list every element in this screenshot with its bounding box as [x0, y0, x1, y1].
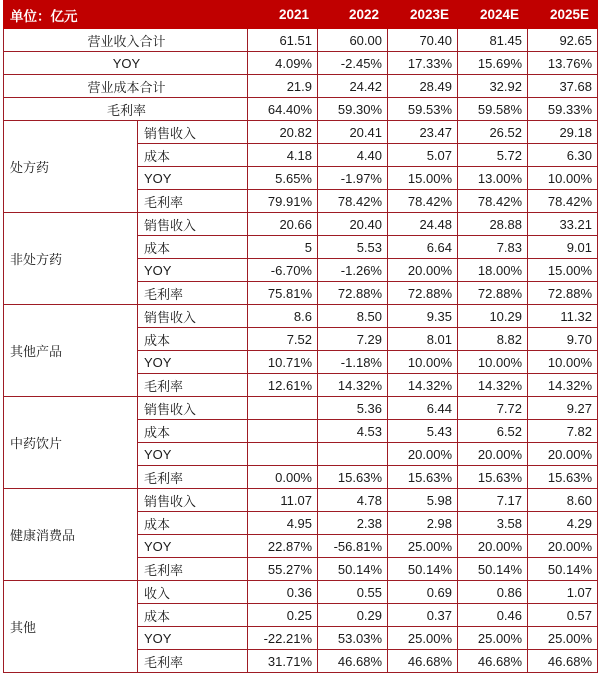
cell-value: 8.50 — [318, 305, 388, 328]
cell-value: 15.63% — [528, 466, 598, 489]
cell-value: 79.91% — [248, 190, 318, 213]
metric-label: 毛利率 — [138, 374, 248, 397]
segment-name: 处方药 — [4, 121, 138, 213]
cell-value: 15.63% — [318, 466, 388, 489]
metric-label: 成本 — [138, 604, 248, 627]
cell-value: 15.63% — [458, 466, 528, 489]
financial-forecast-table-container — [3, 0, 598, 673]
cell-value: 20.00% — [528, 535, 598, 558]
metric-label: 成本 — [138, 420, 248, 443]
cell-value: 78.42% — [458, 190, 528, 213]
cell-value: 4.95 — [248, 512, 318, 535]
cell-value: 92.65 — [528, 29, 598, 52]
cell-value: 5 — [248, 236, 318, 259]
cell-value: 59.53% — [388, 98, 458, 121]
cell-value: 1.07 — [528, 581, 598, 604]
cell-value: -2.45% — [318, 52, 388, 75]
cell-value: 8.6 — [248, 305, 318, 328]
cell-value: 10.00% — [528, 351, 598, 374]
cell-value: 0.29 — [318, 604, 388, 627]
segment-name: 其他产品 — [4, 305, 138, 397]
cell-value: 10.00% — [528, 167, 598, 190]
cell-value: 55.27% — [248, 558, 318, 581]
cell-value: 53.03% — [318, 627, 388, 650]
cell-value: 26.52 — [458, 121, 528, 144]
total-row-gross-margin — [4, 98, 598, 121]
cell-value: 17.33% — [388, 52, 458, 75]
segment-row — [4, 397, 598, 420]
cell-value: 11.07 — [248, 489, 318, 512]
cell-value: 72.88% — [388, 282, 458, 305]
cell-value: 59.30% — [318, 98, 388, 121]
cell-value: 20.00% — [388, 259, 458, 282]
cell-value: 15.69% — [458, 52, 528, 75]
cell-value: 14.32% — [318, 374, 388, 397]
cell-value: 7.82 — [528, 420, 598, 443]
cell-value: 6.44 — [388, 397, 458, 420]
cell-value — [318, 443, 388, 466]
metric-label: 销售收入 — [138, 397, 248, 420]
segment-row — [4, 121, 598, 144]
year-header: 2021 — [248, 1, 318, 29]
year-header: 2022 — [318, 1, 388, 29]
cell-value: 28.49 — [388, 75, 458, 98]
cell-value: 4.18 — [248, 144, 318, 167]
cell-value: 70.40 — [388, 29, 458, 52]
segment-name: 其他 — [4, 581, 138, 673]
cell-value: 4.29 — [528, 512, 598, 535]
metric-label: YOY — [138, 167, 248, 190]
cell-value: 20.00% — [388, 443, 458, 466]
cell-value: 8.01 — [388, 328, 458, 351]
cell-value: 72.88% — [458, 282, 528, 305]
cell-value: 24.42 — [318, 75, 388, 98]
cell-value: -1.18% — [318, 351, 388, 374]
cell-value: 4.53 — [318, 420, 388, 443]
cell-value: 25.00% — [528, 627, 598, 650]
cell-value: 15.00% — [528, 259, 598, 282]
cell-value: 72.88% — [528, 282, 598, 305]
cell-value: 8.60 — [528, 489, 598, 512]
segment-name: 非处方药 — [4, 213, 138, 305]
cell-value: 22.87% — [248, 535, 318, 558]
cell-value: 20.00% — [458, 535, 528, 558]
cell-value: 78.42% — [528, 190, 598, 213]
metric-label: 销售收入 — [138, 305, 248, 328]
cell-value: 2.98 — [388, 512, 458, 535]
total-row-yoy — [4, 52, 598, 75]
cell-value: 25.00% — [388, 535, 458, 558]
cell-value: 72.88% — [318, 282, 388, 305]
row-label: YOY — [4, 52, 248, 75]
cell-value: 78.42% — [318, 190, 388, 213]
cell-value: 3.58 — [458, 512, 528, 535]
cell-value — [248, 397, 318, 420]
cell-value: -1.26% — [318, 259, 388, 282]
cell-value: 46.68% — [528, 650, 598, 673]
cell-value: 78.42% — [388, 190, 458, 213]
cell-value — [248, 420, 318, 443]
cell-value: 0.00% — [248, 466, 318, 489]
cell-value: -22.21% — [248, 627, 318, 650]
cell-value: 4.09% — [248, 52, 318, 75]
metric-label: 毛利率 — [138, 650, 248, 673]
row-label: 毛利率 — [4, 98, 248, 121]
cell-value: 12.61% — [248, 374, 318, 397]
cell-value: -1.97% — [318, 167, 388, 190]
cell-value: 9.01 — [528, 236, 598, 259]
cell-value — [248, 443, 318, 466]
segment-row — [4, 581, 598, 604]
cell-value: 20.41 — [318, 121, 388, 144]
cell-value: 10.71% — [248, 351, 318, 374]
row-label: 营业收入合计 — [4, 29, 248, 52]
metric-label: YOY — [138, 535, 248, 558]
metric-label: 成本 — [138, 236, 248, 259]
cell-value: 50.14% — [458, 558, 528, 581]
cell-value: 0.36 — [248, 581, 318, 604]
metric-label: 收入 — [138, 581, 248, 604]
segment-row — [4, 489, 598, 512]
cell-value: -6.70% — [248, 259, 318, 282]
cell-value: 24.48 — [388, 213, 458, 236]
year-header: 2023E — [388, 1, 458, 29]
cell-value: 23.47 — [388, 121, 458, 144]
cell-value: 60.00 — [318, 29, 388, 52]
cell-value: 5.07 — [388, 144, 458, 167]
cell-value: 32.92 — [458, 75, 528, 98]
metric-label: 毛利率 — [138, 190, 248, 213]
cell-value: 20.66 — [248, 213, 318, 236]
metric-label: 销售收入 — [138, 489, 248, 512]
cell-value: 14.32% — [388, 374, 458, 397]
segment-row — [4, 305, 598, 328]
cell-value: 14.32% — [528, 374, 598, 397]
cell-value: 20.82 — [248, 121, 318, 144]
cell-value: 10.29 — [458, 305, 528, 328]
cell-value: 7.52 — [248, 328, 318, 351]
year-header: 2024E — [458, 1, 528, 29]
segment-name: 健康消费品 — [4, 489, 138, 581]
metric-label: 成本 — [138, 144, 248, 167]
cell-value: 0.69 — [388, 581, 458, 604]
cell-value: 20.00% — [458, 443, 528, 466]
cell-value: 0.86 — [458, 581, 528, 604]
metric-label: 销售收入 — [138, 121, 248, 144]
metric-label: YOY — [138, 259, 248, 282]
metric-label: 销售收入 — [138, 213, 248, 236]
cell-value: 0.25 — [248, 604, 318, 627]
cell-value: 20.00% — [528, 443, 598, 466]
cell-value: 5.53 — [318, 236, 388, 259]
cell-value: 15.00% — [388, 167, 458, 190]
cell-value: 11.32 — [528, 305, 598, 328]
cell-value: 10.00% — [458, 351, 528, 374]
cell-value: 21.9 — [248, 75, 318, 98]
metric-label: 毛利率 — [138, 466, 248, 489]
cell-value: 4.40 — [318, 144, 388, 167]
unit-label: 单位：亿元 — [4, 1, 248, 29]
table-body — [4, 29, 598, 673]
cell-value: 28.88 — [458, 213, 528, 236]
segment-name: 中药饮片 — [4, 397, 138, 489]
cell-value: 9.27 — [528, 397, 598, 420]
cell-value: 6.30 — [528, 144, 598, 167]
cell-value: 46.68% — [318, 650, 388, 673]
total-row-revenue — [4, 29, 598, 52]
cell-value: 7.17 — [458, 489, 528, 512]
metric-label: 毛利率 — [138, 558, 248, 581]
cell-value: 46.68% — [388, 650, 458, 673]
financial-forecast-table — [3, 0, 598, 673]
metric-label: 成本 — [138, 512, 248, 535]
cell-value: 2.38 — [318, 512, 388, 535]
header-row — [4, 1, 598, 29]
cell-value: 5.36 — [318, 397, 388, 420]
cell-value: 5.72 — [458, 144, 528, 167]
cell-value: 61.51 — [248, 29, 318, 52]
cell-value: 37.68 — [528, 75, 598, 98]
cell-value: 81.45 — [458, 29, 528, 52]
cell-value: 6.64 — [388, 236, 458, 259]
metric-label: 毛利率 — [138, 282, 248, 305]
cell-value: 59.33% — [528, 98, 598, 121]
cell-value: 25.00% — [458, 627, 528, 650]
cell-value: 46.68% — [458, 650, 528, 673]
cell-value: 9.70 — [528, 328, 598, 351]
cell-value: 5.65% — [248, 167, 318, 190]
cell-value: 7.72 — [458, 397, 528, 420]
metric-label: YOY — [138, 443, 248, 466]
cell-value: 15.63% — [388, 466, 458, 489]
cell-value: 13.76% — [528, 52, 598, 75]
metric-label: YOY — [138, 627, 248, 650]
cell-value: 29.18 — [528, 121, 598, 144]
cell-value: 20.40 — [318, 213, 388, 236]
cell-value: 7.29 — [318, 328, 388, 351]
cell-value: 10.00% — [388, 351, 458, 374]
cell-value: 50.14% — [388, 558, 458, 581]
cell-value: 59.58% — [458, 98, 528, 121]
cell-value: 25.00% — [388, 627, 458, 650]
cell-value: 0.37 — [388, 604, 458, 627]
cell-value: 9.35 — [388, 305, 458, 328]
cell-value: 0.55 — [318, 581, 388, 604]
cell-value: 8.82 — [458, 328, 528, 351]
year-header: 2025E — [528, 1, 598, 29]
cell-value: 64.40% — [248, 98, 318, 121]
cell-value: 18.00% — [458, 259, 528, 282]
row-label: 营业成本合计 — [4, 75, 248, 98]
cell-value: 5.43 — [388, 420, 458, 443]
cell-value: 50.14% — [528, 558, 598, 581]
cell-value: 50.14% — [318, 558, 388, 581]
cell-value: 6.52 — [458, 420, 528, 443]
cell-value: 75.81% — [248, 282, 318, 305]
metric-label: YOY — [138, 351, 248, 374]
segment-row — [4, 213, 598, 236]
cell-value: 31.71% — [248, 650, 318, 673]
cell-value: 33.21 — [528, 213, 598, 236]
cell-value: 4.78 — [318, 489, 388, 512]
metric-label: 成本 — [138, 328, 248, 351]
cell-value: 13.00% — [458, 167, 528, 190]
cell-value: 14.32% — [458, 374, 528, 397]
cell-value: 0.46 — [458, 604, 528, 627]
cell-value: -56.81% — [318, 535, 388, 558]
total-row-cost — [4, 75, 598, 98]
cell-value: 5.98 — [388, 489, 458, 512]
cell-value: 7.83 — [458, 236, 528, 259]
cell-value: 0.57 — [528, 604, 598, 627]
